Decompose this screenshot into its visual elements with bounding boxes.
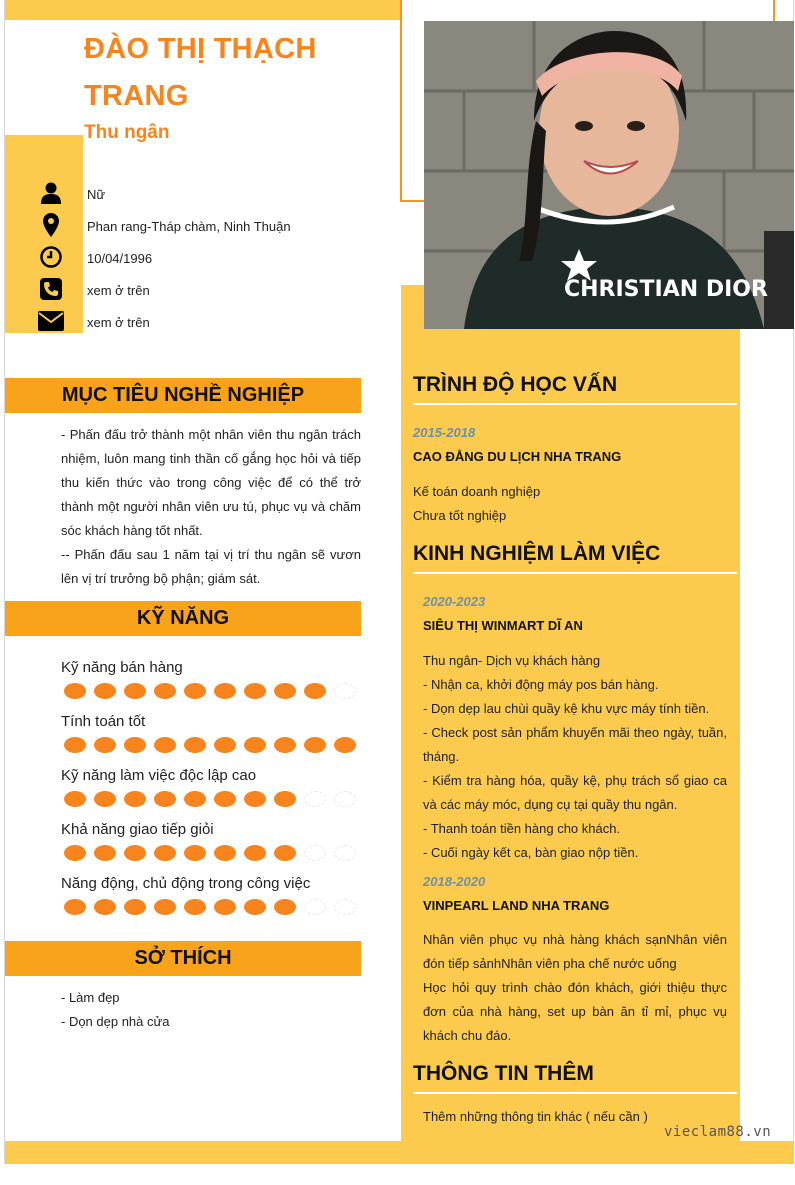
- hobbies-list: [61, 986, 361, 1034]
- skill-rating: [64, 899, 356, 915]
- skill-dot-filled: [184, 683, 206, 699]
- skill-dot-filled: [274, 899, 296, 915]
- skill-dot-empty: [304, 899, 326, 915]
- clock-icon: [37, 244, 65, 270]
- top-accent-bar: [5, 0, 400, 20]
- skill-dot-empty: [304, 845, 326, 861]
- skill-dot-filled: [244, 791, 266, 807]
- skill-label: Khả năng giao tiếp giỏi: [61, 821, 214, 838]
- skill-label: Năng động, chủ động trong công việc: [61, 875, 311, 892]
- skill-dot-empty: [334, 683, 356, 699]
- extra-text: Thêm những thông tin khác ( nếu cần ): [423, 1109, 648, 1124]
- skill-dot-filled: [274, 683, 296, 699]
- skill-dot-filled: [64, 845, 86, 861]
- skill-dot-filled: [214, 899, 236, 915]
- user-icon: [37, 180, 65, 206]
- skill-dot-filled: [64, 791, 86, 807]
- skill-dot-filled: [94, 737, 116, 753]
- objective-text: [61, 423, 361, 591]
- skill-dot-filled: [244, 899, 266, 915]
- candidate-name: ĐÀO THỊ THẠCH TRANG: [84, 33, 317, 112]
- skill-dot-filled: [124, 899, 146, 915]
- skill-dot-filled: [244, 737, 266, 753]
- contact-email: xem ở trên: [87, 315, 150, 330]
- education-school: CAO ĐẲNG DU LỊCH NHA TRANG: [413, 449, 622, 464]
- skill-dot-filled: [244, 683, 266, 699]
- skill-dot-filled: [94, 791, 116, 807]
- job-title: Thu ngân: [84, 122, 170, 143]
- contact-phone: xem ở trên: [87, 283, 150, 298]
- skill-dot-filled: [184, 845, 206, 861]
- skill-dot-filled: [304, 737, 326, 753]
- skill-label: Tính toán tốt: [61, 713, 146, 730]
- skill-dot-filled: [274, 791, 296, 807]
- contact-birthday: 10/04/1996: [87, 251, 153, 266]
- education-line: Chưa tốt nghiệp: [413, 508, 507, 523]
- job-period: 2018-2020: [423, 874, 486, 889]
- job-period: 2020-2023: [423, 594, 486, 609]
- skill-dot-empty: [304, 791, 326, 807]
- skill-dot-filled: [244, 845, 266, 861]
- skill-label: Kỹ năng làm việc độc lập cao: [61, 767, 257, 784]
- skill-dot-filled: [274, 845, 296, 861]
- skill-dot-filled: [274, 737, 296, 753]
- skill-rating: [64, 845, 356, 861]
- job-line: - Thanh toán tiền hàng cho khách.: [423, 821, 621, 836]
- skill-label: Kỹ năng bán hàng: [61, 659, 183, 676]
- email-icon: [37, 308, 65, 334]
- education-heading: TRÌNH ĐỘ HỌC VẤN: [413, 373, 737, 405]
- skills-heading: KỸ NĂNG: [5, 601, 361, 636]
- extra-heading: THÔNG TIN THÊM: [413, 1062, 737, 1094]
- job-line: - Nhận ca, khởi động máy pos bán hàng.: [423, 677, 659, 692]
- education-details: [413, 480, 728, 528]
- skill-dot-empty: [334, 791, 356, 807]
- job-description: [423, 928, 727, 1048]
- contact-address: Phan rang-Tháp chàm, Ninh Thuận: [87, 219, 291, 234]
- phone-icon: [37, 276, 65, 302]
- watermark: vieclam88.vn: [664, 1124, 772, 1140]
- education-line: Kế toán doanh nghiệp: [413, 484, 541, 499]
- job-line: - Check post sản phẩm khuyến mãi theo ngày, tuần, tháng.: [423, 725, 727, 764]
- job-company: VINPEARL LAND NHA TRANG: [423, 898, 610, 913]
- hobbies-heading: SỞ THÍCH: [5, 941, 361, 976]
- objective-line: - Phấn đấu trở thành một nhân viên thu ngân trách nhiệm, luôn mang tinh thần cố gắng học hỏi và tiếp thu kiến thức vào trong công việc để có thể trở thành một người nhân viên ưu tú, phục vụ và chăm sóc khách hàng tốt nhất.: [61, 427, 361, 538]
- job-line: Học hỏi quy trình chào đón khách, giới thiệu thực đơn của nhà hàng, set up bàn ăn tỉ mỉ, phục vụ khách chu đáo.: [423, 980, 727, 1043]
- job-line: - Kiểm tra hàng hóa, quầy kệ, phụ trách sổ giao ca và các máy móc, dụng cụ tại quầy thu ngân.: [423, 773, 727, 812]
- skill-dot-filled: [94, 899, 116, 915]
- skill-dot-filled: [304, 683, 326, 699]
- job-line: - Dọn dẹp lau chùi quầy kệ khu vực máy tính tiền.: [423, 701, 710, 716]
- contact-gender: Nữ: [87, 187, 106, 202]
- skill-rating: [64, 737, 356, 753]
- objective-heading: MỤC TIÊU NGHỀ NGHIỆP: [5, 378, 361, 413]
- job-line: - Cuối ngày kết ca, bàn giao nộp tiền.: [423, 845, 639, 860]
- skill-dot-filled: [124, 791, 146, 807]
- job-line: Thu ngân- Dịch vụ khách hàng: [423, 653, 601, 668]
- job-company: SIÊU THỊ WINMART DĨ AN: [423, 618, 583, 633]
- skill-dot-filled: [184, 791, 206, 807]
- skill-dot-filled: [214, 845, 236, 861]
- svg-text:CHRISTIAN DIOR: CHRISTIAN DIOR: [564, 277, 768, 302]
- skill-dot-filled: [214, 683, 236, 699]
- skill-dot-filled: [154, 737, 176, 753]
- skill-dot-filled: [64, 899, 86, 915]
- job-description: [423, 649, 727, 865]
- skill-dot-filled: [334, 737, 356, 753]
- objective-line: -- Phấn đấu sau 1 năm tại vị trí thu ngân sẽ vươn lên vị trí trưởng bộ phận; giám sát.: [61, 547, 361, 586]
- skill-dot-empty: [334, 899, 356, 915]
- hobby-item: - Dọn dẹp nhà cửa: [61, 1014, 170, 1029]
- skill-dot-filled: [154, 791, 176, 807]
- skill-dot-filled: [124, 737, 146, 753]
- skill-dot-filled: [94, 845, 116, 861]
- skill-dot-filled: [214, 791, 236, 807]
- profile-photo: [424, 21, 794, 329]
- skill-dot-filled: [124, 683, 146, 699]
- education-period: 2015-2018: [413, 425, 476, 440]
- experience-heading: KINH NGHIỆM LÀM VIỆC: [413, 542, 737, 574]
- bottom-accent-bar: [5, 1141, 794, 1164]
- hobby-item: - Làm đẹp: [61, 990, 120, 1005]
- skill-dot-filled: [184, 737, 206, 753]
- skill-dot-filled: [154, 845, 176, 861]
- skill-dot-filled: [124, 845, 146, 861]
- skill-dot-filled: [64, 737, 86, 753]
- skill-dot-empty: [334, 845, 356, 861]
- skill-dot-filled: [184, 899, 206, 915]
- skill-dot-filled: [154, 683, 176, 699]
- location-pin-icon: [37, 212, 65, 238]
- skill-dot-filled: [154, 899, 176, 915]
- skill-dot-filled: [64, 683, 86, 699]
- skill-dot-filled: [214, 737, 236, 753]
- skill-rating: [64, 791, 356, 807]
- skill-rating: [64, 683, 356, 699]
- skill-dot-filled: [94, 683, 116, 699]
- job-line: Nhân viên phục vụ nhà hàng khách sạnNhân viên đón tiếp sảnhNhân viên pha chế nước uống: [423, 932, 727, 971]
